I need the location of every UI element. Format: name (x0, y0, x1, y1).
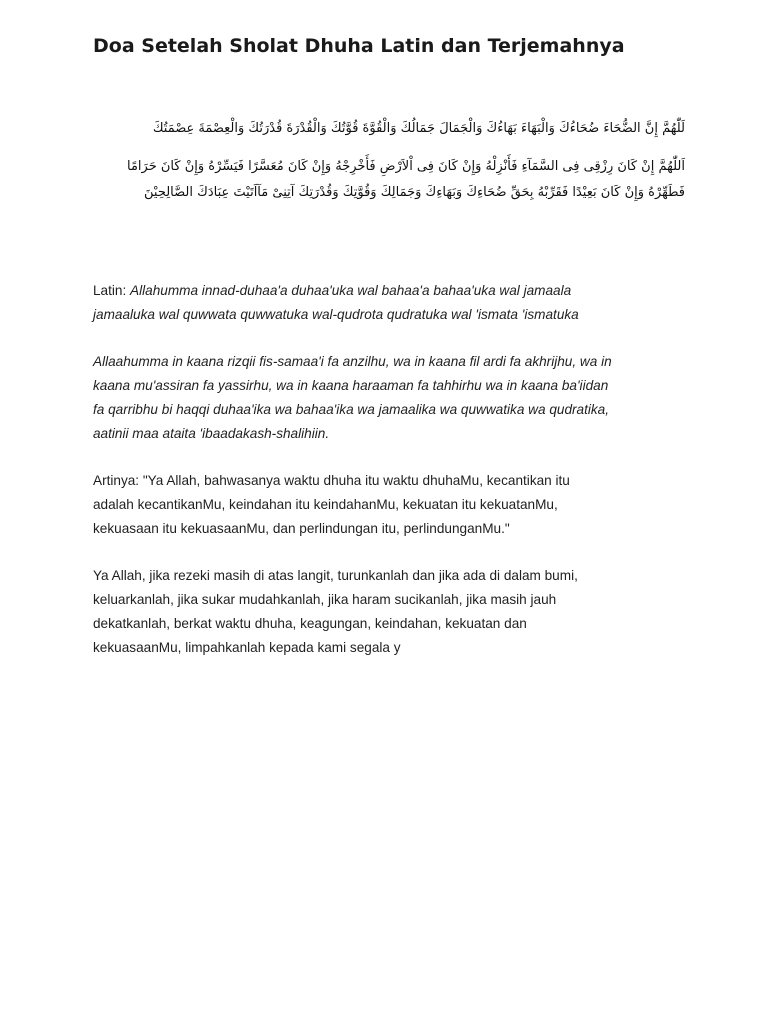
translation2-line: keluarkanlah, jika sukar mudahkanlah, jika haram sucikanlah, jika masih jauh (93, 592, 557, 607)
latin-line: jamaaluka wal quwwata quwwatuka wal-qudrota qudratuka wal 'ismata 'ismatuka (93, 307, 579, 322)
translation-line: adalah kecantikanMu, keindahan itu keindahanMu, kekuatan itu kekuatanMu, (93, 497, 558, 512)
latin-text: Allahumma innad-duhaa'a duhaa'uka wal bahaa'a bahaa'uka wal jamaala (130, 283, 572, 298)
arabic-prayer-line-1: لَلّٰهُمَّ إِنَّ الضُّحَاءَ ضُحَاءُكَ وَالْبَهَاءَ بَهَاءُكَ وَالْجَمَالَ جَمَالُكَ وَالْقُوَّةَ قُوَّتُكَ وَالْقُدْرَةَ قُدْرَتُكَ وَالْعِصْمَةَ عِصْمَتُكَ (152, 121, 685, 136)
translation-line: Artinya: "Ya Allah, bahwasanya waktu dhuha itu waktu dhuhaMu, kecantikan itu (93, 473, 570, 488)
translation-line: kekuasaan itu kekuasaanMu, dan perlindungan itu, perlindunganMu." (93, 521, 510, 536)
translation2-line: Ya Allah, jika rezeki masih di atas langit, turunkanlah dan jika ada di dalam bumi, (93, 568, 578, 583)
page-title: Doa Setelah Sholat Dhuha Latin dan Terjemahnya (93, 35, 625, 57)
latin-paragraph-2 (93, 350, 693, 446)
latin-paragraph-1 (93, 279, 693, 327)
latin-label: Latin: (93, 283, 131, 298)
latin-line (93, 279, 693, 303)
latin2-line: fa qarribhu bi haqqi duhaa'ika wa bahaa'ika wa jamaalika wa quwwatika wa qudratika, (93, 402, 610, 417)
translation2-line: kekuasaanMu, limpahkanlah kepada kami segala y (93, 640, 401, 655)
latin2-line: aatinii maa ataita 'ibaadakash-shalihiin. (93, 426, 330, 441)
latin2-line: kaana mu'assiran fa yassirhu, wa in kaana haraaman fa tahhirhu wa in kaana ba'iidan (93, 378, 609, 393)
translation2-line: dekatkanlah, berkat waktu dhuha, keagungan, keindahan, kekuatan dan (93, 616, 527, 631)
arabic-prayer-paragraph-2: اَللّٰهُمَّ إِنْ كَانَ رِزْقِى فِى السَّمَآءِ فَأَنْزِلْهُ وَإِنْ كَانَ فِى اْلاَرْضِ فَأَخْرِجْهُ وَإِنْ كَانَ مُعَسَّرًا فَيَسِّرْهُ وَإِنْ كَانَ حَرَامًا فَطَهِّرْهُ وَإِنْ كَانَ بَعِيْدًا فَقَرِّبْهُ بِحَقِّ ضُحَاءِكَ وَبَهَاءِكَ وَجَمَالِكَ وَقُوَّتِكَ وَقُدْرَتِكَ آتِنِىْ مَآاَتَيْتَ عِبَادَكَ الصَّالِحِيْنَ (126, 159, 685, 200)
translation-paragraph-1 (93, 469, 693, 541)
translation-paragraph-2 (93, 564, 693, 660)
latin2-line: Allaahumma in kaana rizqii fis-samaa'i fa anzilhu, wa in kaana fil ardi fa akhrijhu, wa in (93, 354, 612, 369)
